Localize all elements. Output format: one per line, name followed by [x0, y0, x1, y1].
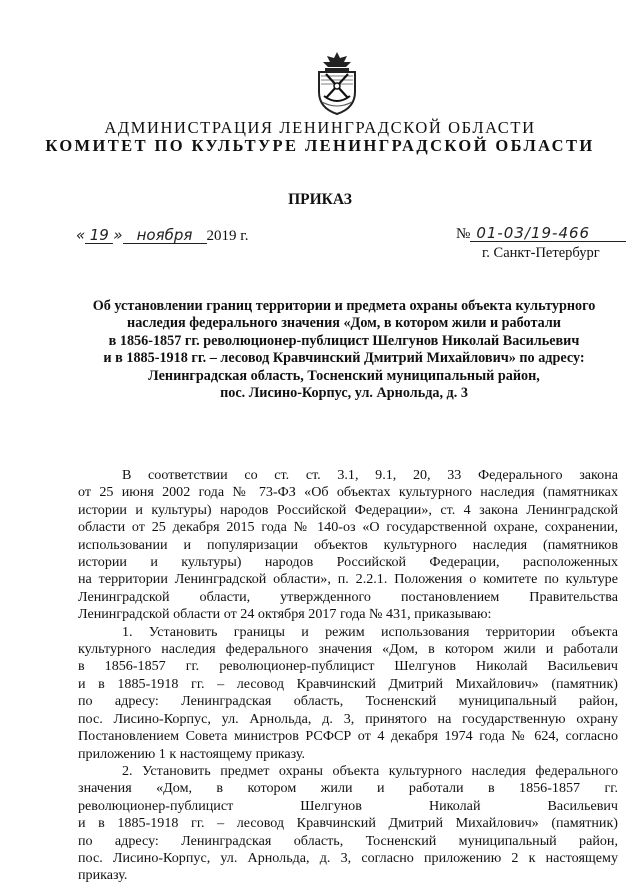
order-title: ПРИКАЗ	[288, 191, 352, 208]
coat-of-arms-emblem	[314, 50, 360, 116]
date-year: 2019 г.	[206, 228, 249, 244]
date-close-quote: »	[113, 226, 123, 244]
subject-line: и в 1885-1918 гг. – лесовод Кравчинский Дмитрий Михайлович» по адресу:	[103, 350, 585, 367]
body-line: революционер-публицист Шелгунов Николай Васильевич	[78, 797, 618, 814]
preamble-paragraph	[78, 467, 618, 624]
item-2-paragraph	[78, 763, 618, 885]
order-subject	[60, 298, 628, 402]
subject-line: Об установлении границ территории и предмета охраны объекта культурного	[92, 298, 596, 314]
subject-line: в 1856-1857 гг. революционер-публицист Шелгунов Николай Васильевич	[108, 332, 580, 349]
body-line: значения «Дом, в котором жили и работали в 1856-1857 гг.	[78, 780, 618, 797]
body-line: культурного наследия федерального значения «Дом, в котором жили и работали	[78, 641, 618, 658]
date-month: ноября	[123, 228, 207, 244]
body-line: 1. Установить границы и режим использования территории объекта	[122, 623, 618, 640]
date-day: 19	[85, 228, 113, 244]
subject-line: наследия федерального значения «Дом, в котором жили и работали	[127, 315, 561, 332]
body-line: В соответствии со ст. ст. 3.1, 9.1, 20, 33 Федерального закона	[122, 467, 618, 483]
body-line: 2. Установить предмет охраны объекта культурного наследия федерального	[122, 762, 618, 779]
body-line: пос. Лисино-Корпус, ул. Арнольда, д. 3, принятого на государственную охрану	[78, 710, 618, 727]
order-city: г. Санкт-Петербург	[482, 245, 600, 261]
body-line: по адресу: Ленинградская область, Тосненский муниципальный район,	[78, 693, 618, 710]
body-line: на территории Ленинградской области», п. 2.2.1. Положения о комитете по культуре	[78, 571, 618, 588]
administration-name: АДМИНИСТРАЦИЯ ЛЕНИНГРАДСКОЙ ОБЛАСТИ	[104, 118, 536, 137]
body-line: в 1856-1857 гг. революционер-публицист Шелгунов Николай Васильевич	[78, 658, 618, 675]
number-label: №	[456, 226, 471, 242]
body-line: от 25 июня 2002 года № 73-ФЗ «Об объектах культурного наследия (памятниках	[78, 484, 618, 501]
subject-line: пос. Лисино-Корпус, ул. Арнольда, д. 3	[220, 385, 468, 402]
committee-name: КОМИТЕТ ПО КУЛЬТУРЕ ЛЕНИНГРАДСКОЙ ОБЛАСТИ	[45, 136, 595, 155]
body-line: пос. Лисино-Корпус, ул. Арнольда, д. 3, согласно приложению 2 к настоящему	[78, 849, 618, 866]
body-line: Ленинградской области, утвержденного постановлением Правительства	[78, 588, 618, 605]
order-number	[456, 226, 626, 243]
body-line: и в 1885-1918 гг. – лесовод Кравчинский Дмитрий Михайлович» (памятник)	[78, 815, 618, 832]
body-line: и в 1885-1918 гг. – лесовод Кравчинский Дмитрий Михайлович» (памятник)	[78, 675, 618, 692]
number-value: 01-03/19-466	[470, 226, 626, 242]
body-line: Постановлением Совета министров РСФСР от 4 декабря 1974 года № 624, согласно	[78, 728, 618, 745]
body-line: приложению 1 к настоящему приказу.	[78, 745, 306, 762]
body-line: использовании и популяризации объектов культурного наследия (памятников	[78, 536, 618, 553]
item-1-paragraph	[78, 624, 618, 763]
order-date	[76, 226, 249, 245]
body-line: области от 25 декабря 2015 года № 140-оз «О государственной охране, сохранении,	[78, 519, 618, 536]
body-line: истории и культуры) народов Российской Федерации, расположенных	[78, 554, 618, 571]
date-open-quote: «	[76, 226, 86, 244]
body-line: по адресу: Ленинградская область, Тосненский муниципальный район,	[78, 832, 618, 849]
order-body	[78, 467, 618, 885]
body-line: приказу.	[78, 867, 128, 884]
subject-line: Ленинградская область, Тосненский муниципальный район,	[148, 367, 540, 384]
body-line: истории и культуры) народов Российской Федерации», ст. 4 закона Ленинградской	[78, 501, 618, 518]
body-line: Ленинградской области от 24 октября 2017 года № 431, приказываю:	[78, 606, 492, 623]
